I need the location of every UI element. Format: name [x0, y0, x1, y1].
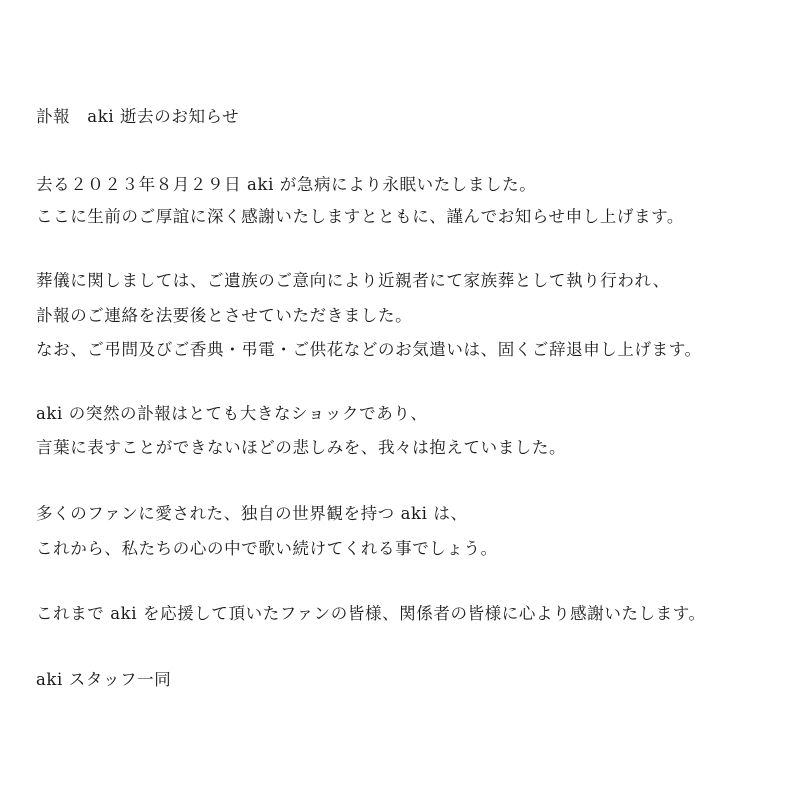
paragraph-2-line-1: 葬儀に関しましては、ご遺族のご意向により近親者にて家族葬として執り行われ、: [36, 271, 670, 290]
paragraph-1-line-2: ここに生前のご厚誼に深く感謝いたしますとともに、謹んでお知らせ申し上げます。: [36, 207, 684, 226]
paragraph-3-line-2: 言葉に表すことができないほどの悲しみを、我々は抱えていました。: [36, 438, 567, 457]
signature: aki スタッフ一同: [36, 670, 172, 689]
notice-title: 訃報 aki 逝去のお知らせ: [36, 107, 240, 126]
paragraph-4-line-1: 多くのファンに愛された、独自の世界観を持つ aki は、: [36, 504, 468, 523]
paragraph-2-line-2: 訃報のご連絡を法要後とさせていただきました。: [36, 306, 413, 325]
paragraph-4-line-2: これから、私たちの心の中で歌い続けてくれる事でしょう。: [36, 539, 498, 558]
paragraph-1-line-1: 去る２０２３年８月２９日 aki が急病により永眠いたしました。: [36, 175, 537, 194]
paragraph-5-line-1: これまで aki を応援して頂いたファンの皆様、関係者の皆様に心より感謝いたします。: [36, 604, 706, 623]
paragraph-3-line-1: aki の突然の訃報はとても大きなショックであり、: [36, 404, 428, 423]
paragraph-2-line-3: なお、ご弔問及びご香典・弔電・ご供花などのお気遣いは、固くご辞退申し上げます。: [36, 340, 702, 359]
